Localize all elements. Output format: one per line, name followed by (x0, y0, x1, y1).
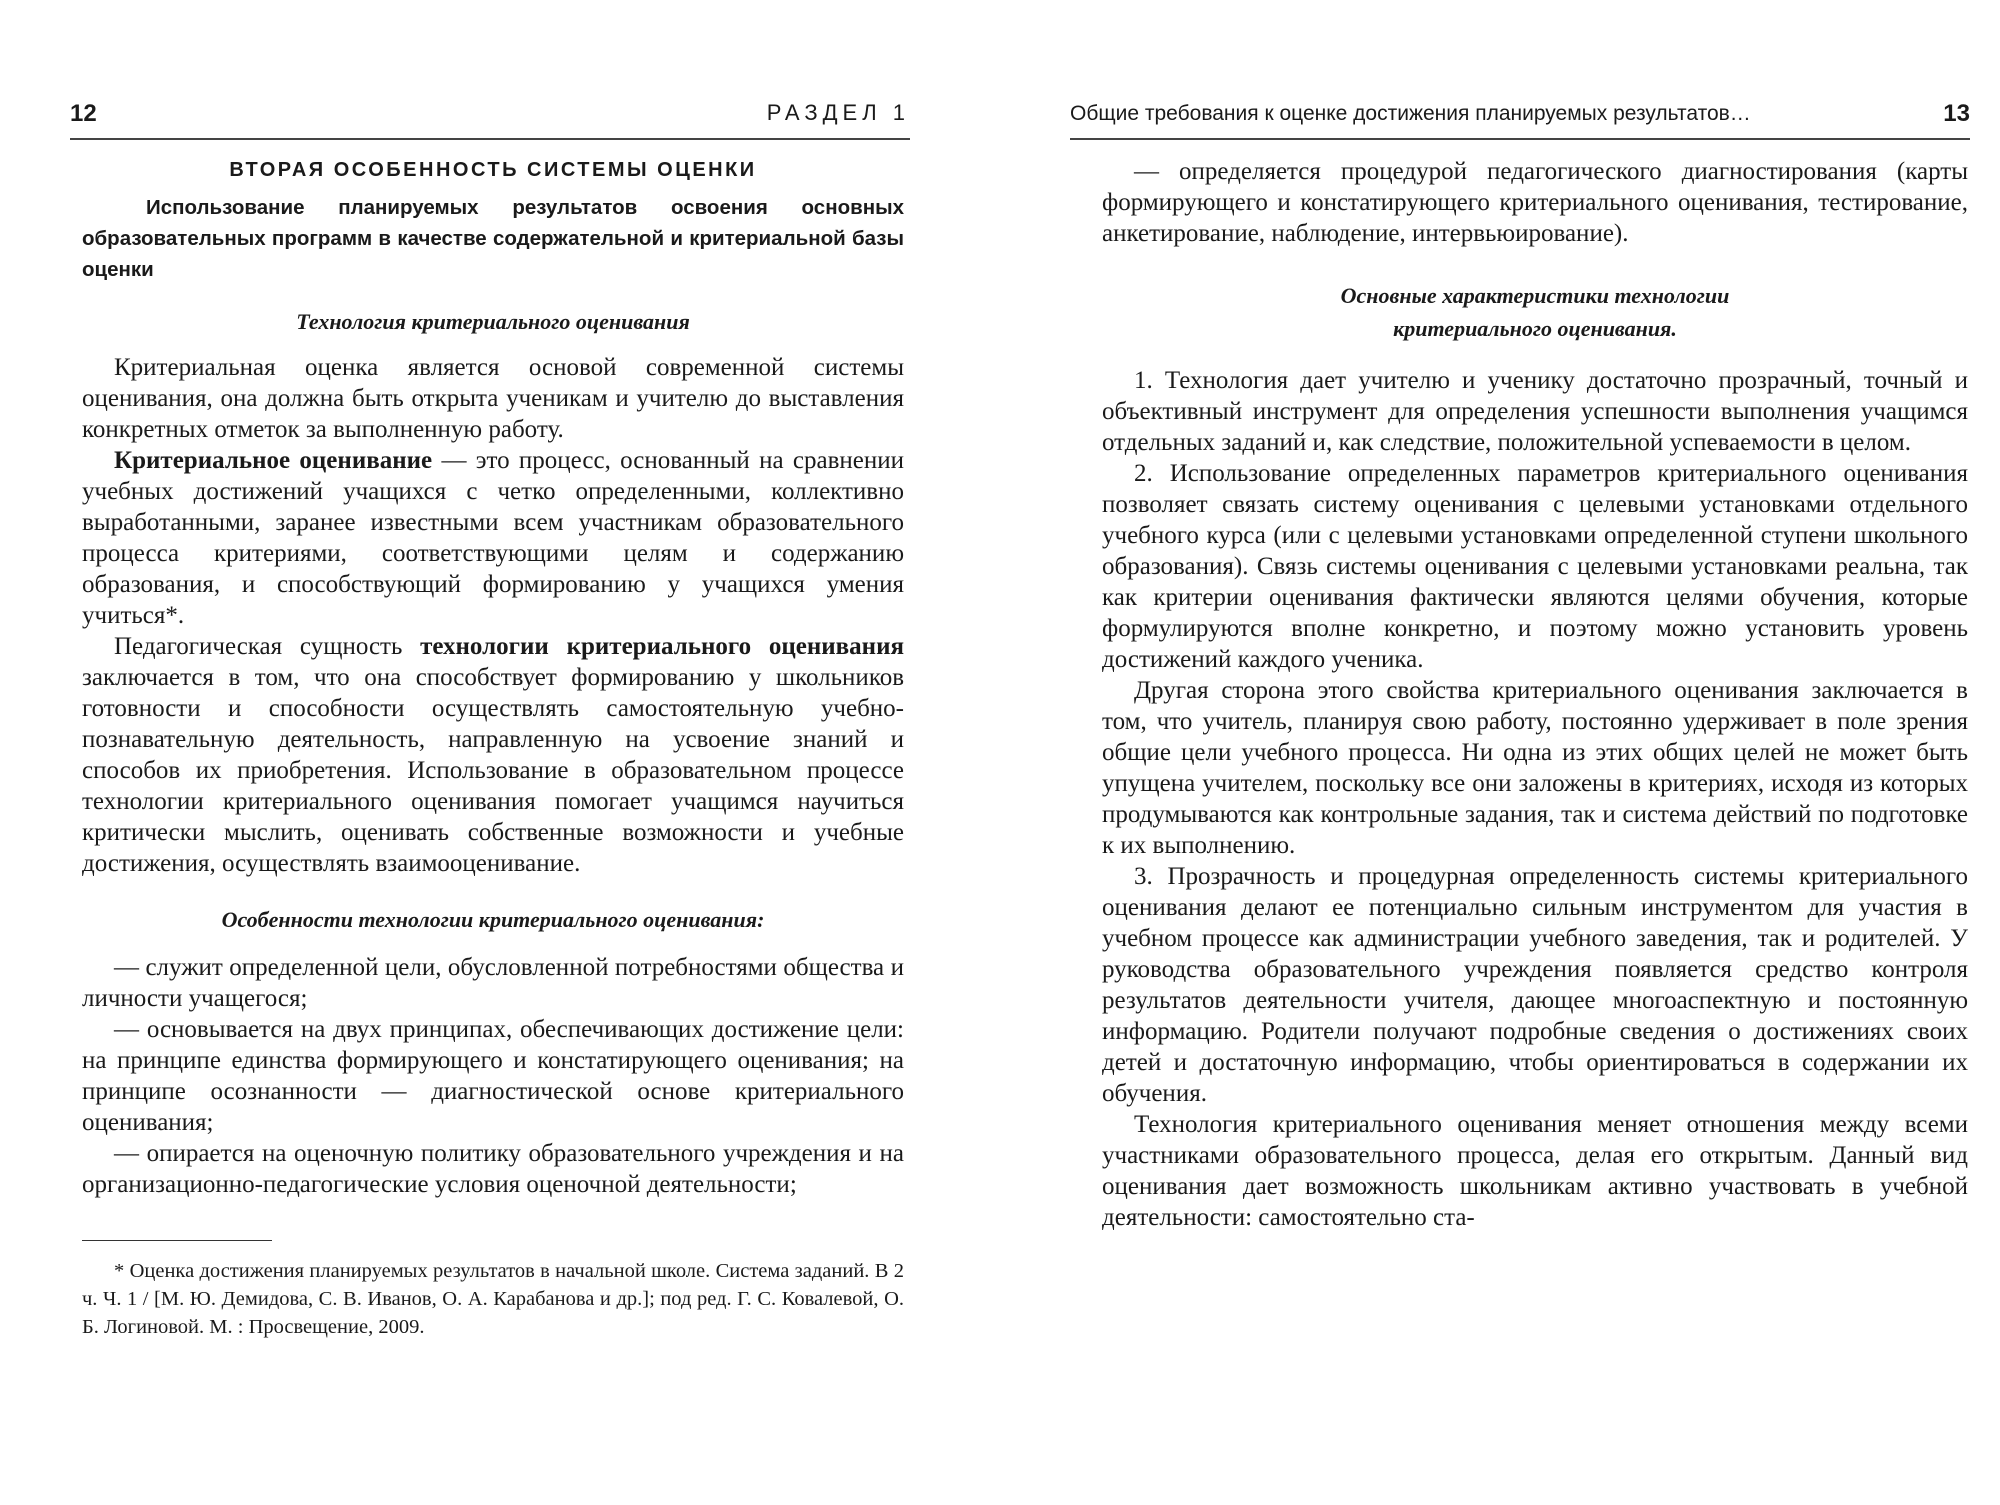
list-item: — основывается на двух принципах, обеспечивающих достижение цели: на принципе единства формирующего и констатирующего оценивания; на принципе осознанности — диагностической основе критериального оценивания; (82, 1016, 904, 1136)
heading-main-characteristics (1102, 279, 1968, 345)
list-item: — опирается на оценочную политику образовательного учреждения и на организационно-педагогические условия оценочной деятельности; (82, 1140, 904, 1198)
section-label: РАЗДЕЛ 1 (766, 100, 910, 125)
right-page (1040, 0, 2000, 1505)
paragraph-pedagogical-essence (82, 631, 904, 879)
paragraph-characteristic-1: 1. Технология дает учителю и ученику достаточно прозрачный, точный и объективный инструмент для определения успешности выполнения учащимся отдельных заданий и, как следствие, положительной успеваемости в целом. (1102, 367, 1968, 456)
left-page (0, 0, 960, 1505)
heading-features: Особенности технологии критериального оценивания: (221, 907, 765, 932)
left-column (82, 156, 904, 1341)
page-number-left: 12 (70, 100, 97, 127)
paragraph-criterial-assessment: Критериальная оценка является основой современной системы оценивания, она должна быть открыта ученикам и учителю до выставления конкретных отметок за выполненную работу. (82, 354, 904, 443)
paragraph-relations: Технология критериального оценивания меняет отношения между всеми участниками образовательного процесса, делая его открытым. Данный вид оценивания дает возможность школьникам активно участвовать в учебной деятельности: самостоятельно ста- (1102, 1111, 1968, 1231)
paragraph-characteristic-2: 2. Использование определенных параметров критериального оценивания позволяет связать систему оценивания с целевыми установками отдельного учебного курса (или с целевыми установками определенной ступени школьного образования). Связь системы оценивания с целевыми установками реальна, так как критерии оценивания фактически являются целями обучения, которые формулируются вполне конкретно, и поэтому можно установить уровень достижений каждого ученика. (1102, 460, 1968, 673)
left-running-head (70, 98, 910, 140)
essence-lead: Педагогическая сущность (114, 633, 421, 660)
section-title: ВТОРАЯ ОСОБЕННОСТЬ СИСТЕМЫ ОЦЕНКИ (229, 159, 757, 181)
right-running-head (1070, 98, 1970, 140)
heading-line-1: Основные характеристики технологии (1340, 283, 1730, 308)
chapter-label: Общие требования к оценке достижения планируемых результатов… (1070, 102, 1751, 125)
paragraph-diagnostics: — определяется процедурой педагогического диагностирования (карты формирующего и констатирующего критериального оценивания, тестирование, анкетирование, наблюдение, интервьюирование). (1102, 158, 1968, 247)
section-subtitle: Использование планируемых результатов освоения основных образовательных программ в качестве содержательной и критериальной базы оценки (82, 196, 904, 281)
definition-text: — это процесс, основанный на сравнении учебных достижений учащихся с четко определенными, коллективно выработанными, заранее известными всем участникам образовательного процесса критериями, соответствующими целям и содержанию образования, и способствующий формированию у учащихся умения учиться*. (82, 447, 904, 629)
paragraph-other-side: Другая сторона этого свойства критериального оценивания заключается в том, что учитель, планируя свою работу, постоянно удерживает в поле зрения общие цели учебного процесса. Ни одна из этих общих целей не может быть упущена учителем, поскольку все они заложены в критериях, исходя из которых продумываются как контрольные задания, так и система действий по подготовке к их выполнению. (1102, 677, 1968, 859)
term-technology: технологии критериального оценивания (420, 633, 904, 660)
right-column (1102, 156, 1968, 1233)
list-item: — служит определенной цели, обусловленной потребностями общества и личности учащегося; (82, 954, 904, 1012)
essence-text: заключается в том, что она способствует формированию у школьников готовности и способности осуществлять самостоятельную учебно-познавательную деятельность, направленную на усвоение знаний и способов их приобретения. Использование в образовательном процессе технологии критериального оценивания помогает учащимся научиться критически мыслить, оценивать собственные возможности и учебные достижения, осуществлять взаимооценивание. (82, 664, 904, 877)
footnote: * Оценка достижения планируемых результатов в начальной школе. Система заданий. В 2 ч. Ч. 1 / [М. Ю. Демидова, С. В. Иванов, О. А. Карабанова и др.]; под ред. Г. С. Ковалевой, О. Б. Логиновой. М. : Просвещение, 2009. (82, 1260, 904, 1338)
heading-line-2: критериального оценивания. (1393, 316, 1677, 341)
paragraph-characteristic-3: 3. Прозрачность и процедурная определенность системы критериального оценивания делают ее потенциально сильным инструментом для участия в учебном процессе как администрации учебного заведения, так и родителей. У руководства образовательного учреждения появляется средство контроля результатов деятельности учителя, дающее многоаспектную и постоянную информацию. Родители получают подробные сведения о достижениях своих детей и достаточную информацию, чтобы ориентироваться в содержании их обучения. (1102, 863, 1968, 1107)
footnote-divider (82, 1240, 272, 1241)
paragraph-criterial-definition (82, 445, 904, 631)
term-criterial-assessment: Критериальное оценивание (114, 447, 433, 474)
page-number-right: 13 (1943, 100, 1970, 127)
heading-technology: Технология критериального оценивания (296, 309, 690, 334)
